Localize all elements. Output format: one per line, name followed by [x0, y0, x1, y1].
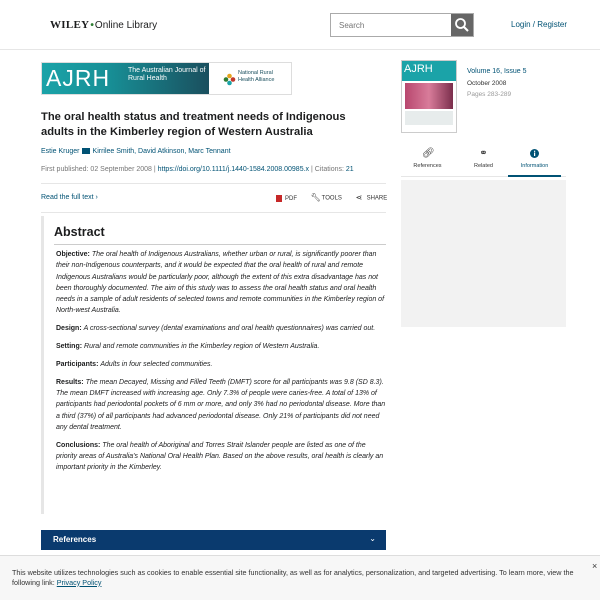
abstract-heading: Abstract [54, 225, 105, 239]
cover-acronym: AJRH [404, 63, 433, 75]
abstract-paragraph [56, 359, 386, 370]
search-button[interactable] [451, 14, 473, 36]
tab-related[interactable] [457, 143, 510, 177]
cover-photo [405, 83, 453, 109]
divider-line [54, 244, 386, 245]
cookie-message [12, 568, 587, 587]
top-header [0, 0, 600, 50]
info-icon [529, 148, 540, 159]
tab-panel [401, 180, 566, 327]
login-register-link[interactable]: Login / Register [511, 20, 568, 29]
section-text: The oral health of Aboriginal and Torres Strait Islander people are listed as one of the priority areas of Australia's National Oral Health Plan. Based on the above results, oral health is clearly an important priority in the Kimberley. [56, 441, 384, 472]
section-label: Participants: [56, 360, 99, 368]
citations-label: Citations: [314, 166, 344, 173]
cookie-text: This website utilizes technologies such as cookies to enable essential site functionality, as well as for analytics, personalization, and targeted advertising. To learn more, view the following link: [12, 568, 574, 587]
first-published-date: 02 September 2008 [90, 166, 152, 173]
email-icon[interactable] [82, 148, 90, 154]
share-label: SHARE [366, 195, 388, 202]
cover-footer [405, 111, 453, 125]
brand-name: WILEY [50, 19, 90, 31]
doi-link[interactable]: https://doi.org/10.1111/j.1440-1584.2008.00985.x [157, 166, 310, 173]
article-title: The oral health status and treatment needs of Indigenous adults in the Kimberley region of Western Australia [41, 111, 346, 138]
partner-logo [223, 70, 289, 90]
search-icon [451, 14, 473, 36]
author-link[interactable]: Kirrilee Smith [92, 148, 135, 155]
read-full-text-link[interactable] [41, 194, 98, 201]
journal-name: The Australian Journal of Rural Health [128, 67, 206, 82]
journal-acronym: AJRH [46, 65, 111, 91]
logo-dot-icon: • [90, 20, 94, 31]
tab-label: References [413, 163, 442, 169]
share-icon: ⋖ [355, 193, 363, 202]
network-icon: ⚭ [479, 148, 488, 159]
close-icon[interactable]: × [592, 561, 598, 571]
brand-suffix: Online Library [94, 20, 158, 31]
search-box [330, 13, 474, 37]
section-text: Rural and remote communities in the Kimberley region of Western Australia. [84, 343, 320, 351]
cookie-banner [0, 555, 600, 600]
issue-pages: Pages 283-289 [467, 91, 512, 98]
search-input[interactable] [331, 14, 451, 36]
section-label: Conclusions: [56, 441, 101, 449]
pdf-icon [276, 195, 282, 202]
link-icon: 🔗︎ [422, 148, 435, 159]
abstract-paragraph [56, 323, 386, 334]
section-label: Design: [56, 325, 82, 333]
first-published-label: First published: [41, 166, 89, 173]
divider: | [153, 166, 158, 173]
tab-label: Related [474, 163, 493, 169]
author-link[interactable]: Estie Kruger [41, 148, 80, 155]
tab-information[interactable] [508, 143, 561, 177]
abstract-paragraph [56, 341, 386, 352]
section-text: Adults in four selected communities. [100, 360, 213, 368]
pdf-button[interactable] [276, 195, 297, 202]
wrench-icon: 🔧︎ [310, 193, 321, 202]
issue-cover[interactable] [401, 60, 457, 133]
section-label: Objective: [56, 251, 90, 258]
privacy-policy-link[interactable]: Privacy Policy [56, 577, 102, 587]
abstract-section [41, 216, 386, 514]
issue-volume-link[interactable]: Volume 16, Issue 5 [467, 68, 527, 75]
tools-label: TOOLS [321, 195, 342, 202]
section-label: Results: [56, 378, 84, 386]
divider-line [41, 183, 386, 184]
publication-info [41, 166, 386, 173]
section-text: The mean Decayed, Missing and Filled Teeth (DMFT) score for all participants was 9.8 (SD 8.3). The mean DMFT increased with increasing age. Only 7.3% of people were caries-free. A total of 13% of participants had periodontal pockets of 6 mm or more, and only 3% had no periodontal disease. More than a third (37%) of all participants had advanced periodontal disease. Only 21% of participants did not need any dental treatment. [56, 378, 386, 431]
alliance-flower-icon [223, 73, 236, 86]
chevron-right-icon: › [95, 194, 98, 201]
section-text: The oral health of Indigenous Australians, whether urban or rural, is significantly poorer than their non-Indigenous counterparts, and it would be expected that the oral health of rural and remote Indigenous Australians would be particularly poor, although the extent of this extra disadvantage has not been thoroughly documented. The aim of this study was to assess the oral health status and oral health needs in a sample of adult residents of selected towns and remote communities in the Kimberley region of North-west Australia. [56, 251, 385, 315]
divider: | [311, 166, 315, 173]
partner-name: National Rural Health Alliance [238, 70, 275, 83]
section-text: A cross-sectional survey (dental examinations and oral health questionnaires) was carried out. [83, 325, 376, 333]
article-tools [276, 194, 399, 202]
pdf-label: PDF [285, 195, 297, 202]
author-link[interactable]: Marc Tennant [188, 148, 231, 155]
journal-banner-logo [42, 63, 209, 94]
references-accordion[interactable] [41, 530, 386, 550]
citations-count[interactable]: 21 [345, 166, 354, 173]
tools-button[interactable] [311, 194, 342, 202]
abstract-paragraph [56, 249, 386, 317]
abstract-paragraph [56, 377, 386, 433]
section-label: Setting: [56, 343, 83, 351]
tab-label: Information [520, 163, 549, 169]
cover-header [402, 61, 457, 81]
author-list: Estie Kruger Kirrilee Smith, David Atkinson, Marc Tennant [41, 148, 231, 155]
abstract-body [56, 249, 386, 480]
references-label: References [53, 535, 97, 544]
share-button[interactable] [356, 194, 388, 202]
journal-banner[interactable] [41, 62, 292, 95]
abstract-paragraph [56, 440, 386, 474]
wiley-logo[interactable] [50, 19, 157, 31]
chevron-down-icon: ⌄ [369, 534, 376, 543]
author-link[interactable]: David Atkinson [138, 148, 185, 155]
sidebar-tabs [401, 143, 566, 177]
divider-line [41, 212, 386, 213]
tab-references[interactable] [401, 143, 454, 177]
read-full-text-label: Read the full text [41, 194, 94, 201]
issue-date: October 2008 [467, 80, 507, 87]
